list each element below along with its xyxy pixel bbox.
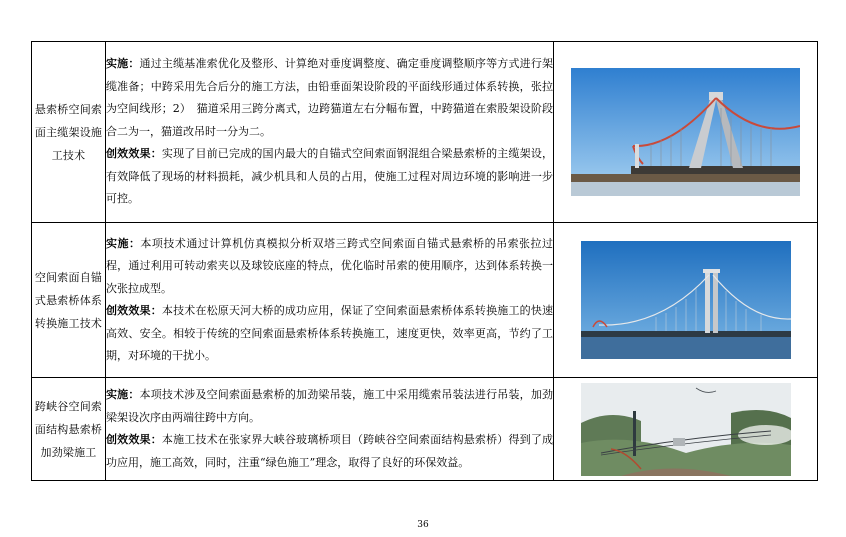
image-cell: [554, 378, 818, 481]
canyon-bridge-photo: [581, 383, 791, 476]
effect-text: 本施工技术在张家界大峡谷玻璃桥项目（跨峡谷空间索面结构悬索桥）得到了成功应用，施工高效，同时，注重“绿色施工”理念，取得了良好的环保效益。: [106, 433, 554, 469]
effect-label: 创效效果：: [106, 304, 162, 317]
suspension-bridge-sky-photo: [581, 241, 791, 359]
measures-paragraph: [106, 53, 553, 143]
page-number: 36: [417, 520, 429, 530]
table-row: [32, 378, 818, 481]
image-cell: [554, 223, 818, 378]
technology-content: [106, 42, 554, 223]
technology-content: [106, 223, 554, 378]
measures-text: 本项技术涉及空间索面悬索桥的加劲梁吊装，施工中采用缆索吊装法进行吊装，加劲梁架设次序由两端往跨中方向。: [106, 388, 554, 424]
measures-label: 实施：: [106, 57, 140, 71]
measures-label: 实施：: [106, 236, 141, 250]
measures-text: 通过主缆基准索优化及整形、计算绝对垂度调整度、确定垂度调整顺序等方式进行架缆准备；中跨采用先合后分的施工方法，由铅垂面架设阶段的平面线形通过体系转换，张拉为空间线形；2） 猫道采用三跨分离式，边跨猫道左右分幅布置，中跨猫道在索股架设阶段合二为一，猫道改吊时一分为二。: [106, 57, 554, 138]
technology-name: 跨峡谷空间索面结构悬索桥加劲梁施工: [32, 378, 106, 481]
measures-text: 本项技术通过计算机仿真模拟分析双塔三跨式空间索面自锚式悬索桥的吊索张拉过程，通过利用可转动索夹以及球铰底座的特点，优化临时吊索的使用顺序，达到体系转换一次张拉成型。: [106, 236, 553, 295]
table-row: [32, 223, 818, 378]
technology-name: 悬索桥空间索面主缆架设施工技术: [32, 42, 106, 223]
measures-paragraph: [106, 384, 553, 429]
effect-paragraph: [106, 300, 553, 368]
measures-label: 实施：: [106, 388, 140, 401]
measures-paragraph: [106, 233, 553, 301]
image-cell: [554, 42, 818, 223]
technology-name: 空间索面自锚式悬索桥体系转换施工技术: [32, 223, 106, 378]
suspension-bridge-photo: [571, 68, 800, 196]
effect-label: 创效效果：: [106, 147, 162, 161]
technology-table: [31, 41, 818, 481]
effect-paragraph: [106, 143, 553, 211]
table-row: [32, 42, 818, 223]
technology-content: [106, 378, 554, 481]
effect-label: 创效效果：: [106, 433, 162, 446]
effect-paragraph: [106, 429, 553, 474]
effect-text: 实现了目前已完成的国内最大的自锚式空间索面钢混组合梁悬索桥的主缆架设，有效降低了现场的材料损耗，减少机具和人员的占用，使施工过程对周边环境的影响进一步可控。: [106, 147, 554, 206]
effect-text: 本技术在松原天河大桥的成功应用，保证了空间索面悬索桥体系转换施工的快速高效、安全。相较于传统的空间索面悬索桥体系转换施工，速度更快，效率更高，节约了工期，对环境的干扰小。: [106, 304, 554, 362]
